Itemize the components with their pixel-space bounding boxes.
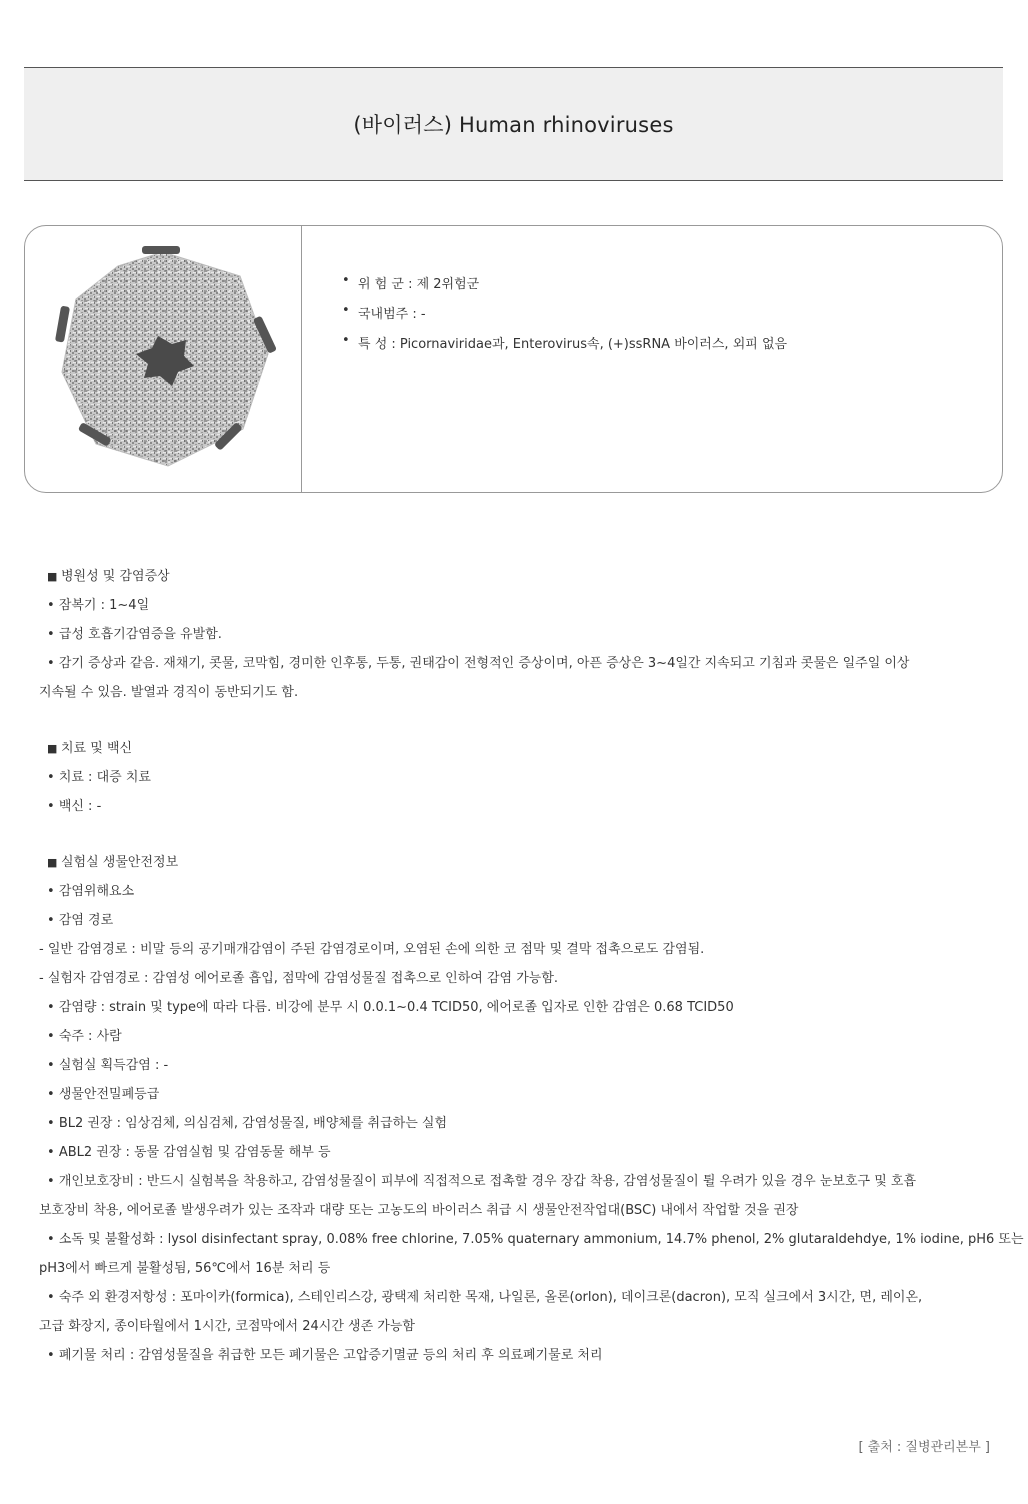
domestic-category-text: 국내범주 : - xyxy=(358,307,426,322)
continuation-line: pH3에서 빠르게 불활성됨, 56℃에서 16분 처리 등 xyxy=(39,1261,331,1276)
continuation-line: 지속될 수 있음. 발열과 경직이 동반되기도 함. xyxy=(39,685,299,700)
list-item: • 개인보호장비 : 반드시 실험복을 착용하고, 감염성물질이 피부에 직접적으로 접촉할 경우 장갑 착용, 감염성물질이 튈 우려가 있을 경우 눈보호구 및 호흡 xyxy=(47,1174,917,1189)
list-item: • 백신 : - xyxy=(47,799,102,814)
list-item: • 잠복기 : 1~4일 xyxy=(47,598,150,613)
list-item: • 급성 호흡기감염증을 유발함. xyxy=(47,627,222,642)
list-item: • 감염 경로 xyxy=(47,913,114,928)
list-item: • BL2 권장 : 임상검체, 의심검체, 감염성물질, 배양체를 취급하는 실험 xyxy=(47,1116,448,1131)
list-item: • 감기 증상과 같음. 재채기, 콧물, 코막힘, 경미한 인후통, 두통, 권태감이 전형적인 증상이며, 아픈 증상은 3~4일간 지속되고 기침과 콧물은 일주일 이상 xyxy=(47,656,910,671)
info-card xyxy=(24,225,1003,493)
dash-item: - 일반 감염경로 : 비말 등의 공기매개감염이 주된 감염경로이며, 오염된 손에 의한 코 점막 및 결막 접촉으로도 감염됨. xyxy=(39,942,705,957)
list-item: • 실험실 획득감염 : - xyxy=(47,1058,169,1073)
section-heading: ■ 실험실 생물안전정보 xyxy=(47,848,997,877)
list-item: • 생물안전밀폐등급 xyxy=(47,1087,160,1102)
square-icon: ■ xyxy=(47,742,58,755)
list-item xyxy=(342,273,787,303)
section-heading: ■ 치료 및 백신 xyxy=(47,734,997,763)
section-pathogenicity xyxy=(39,562,997,707)
risk-group-text: 위 험 군 : 제 2위험군 xyxy=(358,277,480,292)
list-item: • ABL2 권장 : 동물 감염실험 및 감염동물 해부 등 xyxy=(47,1145,331,1160)
section-treatment xyxy=(47,734,997,821)
bullet: • xyxy=(342,333,350,348)
page-title: (바이러스) Human rhinoviruses xyxy=(353,113,674,137)
list-item: • 치료 : 대증 치료 xyxy=(47,770,151,785)
content-body xyxy=(39,562,1024,1397)
list-item xyxy=(342,303,787,333)
list-item: • 소독 및 불활성화 : lysol disinfectant spray, 0.08% free chlorine, 7.05% quaternary ammonium, 14.7% phenol, 2% glutaraldehdye, 1% iodine, pH6 또는 xyxy=(47,1232,1024,1247)
square-icon: ■ xyxy=(47,570,58,583)
list-item: • 감염위해요소 xyxy=(47,884,135,899)
list-item: • 감염량 : strain 및 type에 따라 다름. 비강에 분무 시 0.0.1~0.4 TCID50, 에어로졸 입자로 인한 감염은 0.68 TCID50 xyxy=(47,1000,734,1015)
source-credit: [ 출처 : 질병관리본부 ] xyxy=(858,1440,990,1455)
characteristics-text: 특 성 : Picornaviridae과, Enterovirus속, (+)ssRNA 바이러스, 외피 없음 xyxy=(358,337,788,352)
property-list xyxy=(302,226,787,492)
section-lab-biosafety xyxy=(39,848,1024,1370)
square-icon: ■ xyxy=(47,856,58,869)
title-bar xyxy=(24,67,1003,181)
list-item xyxy=(342,333,787,363)
bullet: • xyxy=(342,303,350,318)
list-item: • 폐기물 처리 : 감염성물질을 취급한 모든 폐기물은 고압증기멸균 등의 처리 후 의료폐기물로 처리 xyxy=(47,1348,603,1363)
image-cell xyxy=(25,226,302,492)
list-item: • 숙주 외 환경저항성 : 포마이카(formica), 스테인리스강, 광택제 처리한 목재, 나일론, 올론(orlon), 데이크론(dacron), 모직 실크에서 3시간, 면, 레이온, xyxy=(47,1290,923,1305)
continuation-line: 보호장비 착용, 에어로졸 발생우려가 있는 조작과 대량 또는 고농도의 바이러스 취급 시 생물안전작업대(BSC) 내에서 작업할 것을 권장 xyxy=(39,1203,799,1218)
section-heading: ■ 병원성 및 감염증상 xyxy=(47,562,997,591)
continuation-line: 고급 화장지, 종이타월에서 1시간, 코점막에서 24시간 생존 가능함 xyxy=(39,1319,415,1334)
bullet: • xyxy=(342,273,350,288)
list-item: • 숙주 : 사람 xyxy=(47,1029,122,1044)
dash-item: - 실험자 감염경로 : 감염성 에어로졸 흡입, 점막에 감염성물질 접촉으로 인하여 감염 가능함. xyxy=(39,971,559,986)
virus-capsid-image xyxy=(48,244,278,474)
